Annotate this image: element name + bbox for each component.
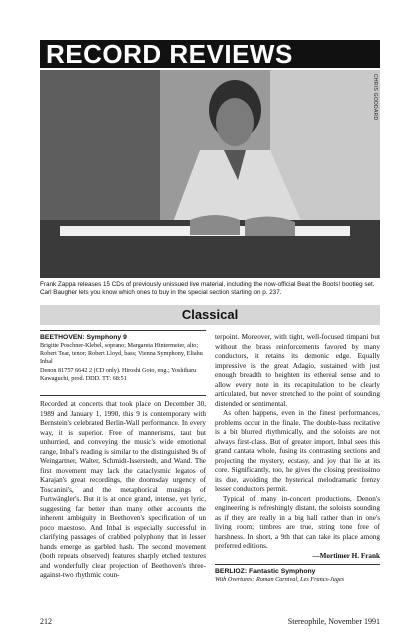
review-paragraph: terpoint. Moreover, with tight, well-focused timpani but without the brass reinforcements favored by many conductors, it retains its demonic edge. Equally impressive is the great Adagio, sustained with just enough breadth to heighten its ethereal sense and to allow every note in its recapitulation to be clearly articulated, but never stretched to the point of sounding distended or sentimental. — [215, 333, 380, 408]
section-banner — [40, 40, 380, 68]
photo-caption: Frank Zappa releases 15 CDs of previously unissued live material, including the now-official Beat the Boots! bootleg set. Carl Baugher lets you know which ones to buy in the special section starting on p. 237. — [40, 281, 375, 297]
divider — [215, 564, 380, 565]
review-paragraph: Recorded at concerts that took place on December 30, 1989 and January 1, 1990, this 9 is contemporary with Bernstein's celebrated Berlin-Wall performance. In every way, it is superior. Free of mannerisms, taut but unhurried, and conveying the music's wide emotional range, Inbal's reading is similar to the distinguished 9s of Weingartner, Walter, Schmidt-Isserstedt, and Wand. The first movement may lack the cataclysmic legatos of Karajan's great recordings, the doomsday urgency of Toscanini's, and the metaphorical musings of Furtwängler's. But it is at once grand, intense, yet lyric, suggesting far better than many other accounts the inherent ambiguity in Beethoven's specification of un poco maestoso. And Inbal is especially successful in clarifying passages of crabbed polyphony that in lesser hands emerge as garbled hash. The second movement (both repeats observed) features sharply etched textures and wonderfully clear projection of Beethoven's three-against-two rhythmic coun- — [40, 400, 206, 579]
review-paragraph: As often happens, even in the finest performances, problems occur in the finale. The double-bass recitative is a bit blurred rhythmically, and the soloists are not always first-class. But of greater import, Inbal sees this grand cantata whole, fusing its contrasting sections and projecting the mystery, ecstasy, and joy that lie at its core. Significantly, too, he gives the closing prestissimo its due, avoiding the hysterical melodramatic frenzy lesser conductors permit. — [215, 409, 380, 493]
next-review-title: BERLIOZ: Fantastic Symphony — [215, 568, 316, 575]
review-title: BEETHOVEN: Symphony 9 — [40, 334, 127, 341]
review-signature: —Mortimer H. Frank — [312, 551, 380, 560]
review-column-1 — [40, 400, 206, 581]
section-header — [40, 305, 380, 325]
review-header — [40, 333, 206, 383]
next-review-subtitle: With Overtures: Roman Carnival, Les Francs-Juges — [215, 576, 345, 583]
review-label: Denon 81757 6642 2 (CD only). Hiroshi Goto, eng.; Yoshiharu Kawaguchi, prod. DDD. TT: 68:51 — [40, 366, 197, 382]
photo-illustration — [40, 70, 380, 278]
photo-credit: CHRIS GODDARD — [372, 74, 378, 121]
section-title: Classical — [181, 307, 239, 322]
review-column-2 — [215, 333, 380, 584]
review-paragraph: Typical of many in-concert productions, Denon's engineering is refreshingly distant, the soloists sounding as if they are really in a big hall rather than in one's living room; timbres are true, string tone free of harshness. In short, a 9th that can take its place among preferred editions. — [215, 494, 380, 550]
review-credits: Brigitte Poschner-Klebel, soprano; Margareta Hintermeier, alto; Robert Tear, tenor; Robert Lloyd, bass; Vienna Symphony, Eliahu Inbal — [40, 342, 203, 366]
page-title: RECORD REVIEWS — [46, 39, 293, 69]
divider — [40, 330, 206, 331]
artist-photo — [40, 70, 380, 278]
divider — [40, 395, 206, 396]
page-number: 212 — [40, 617, 52, 626]
magazine-issue: Stereophile, November 1991 — [287, 617, 380, 626]
